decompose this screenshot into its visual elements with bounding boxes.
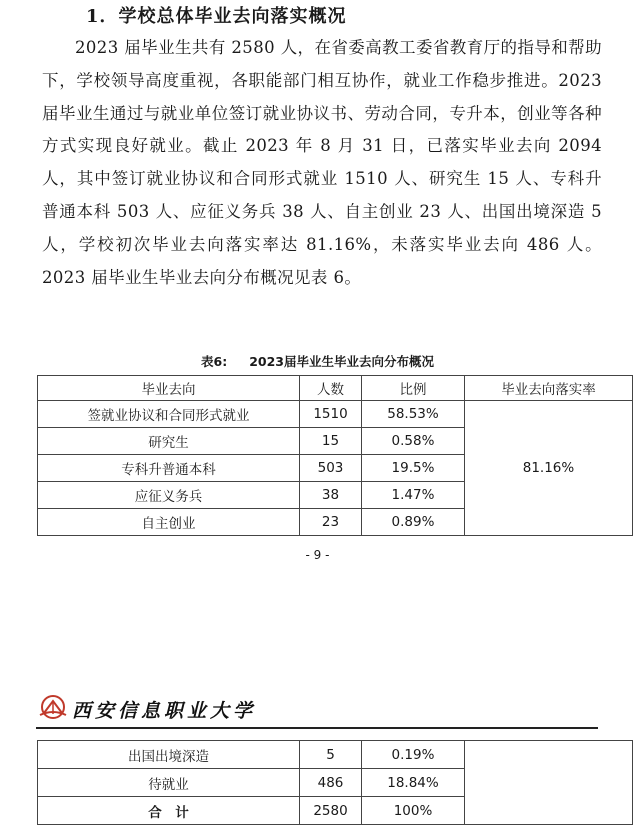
destination-cell: 签就业协议和合同形式就业 bbox=[38, 401, 300, 428]
ratio-cell: 0.89% bbox=[362, 509, 465, 536]
destination-cell: 应征义务兵 bbox=[38, 482, 300, 509]
ratio-cell: 0.19% bbox=[362, 741, 465, 769]
count-cell: 503 bbox=[300, 455, 362, 482]
table-caption bbox=[0, 352, 635, 370]
university-name: 西安信息职业大学 bbox=[72, 699, 257, 722]
page-number: - 9 - bbox=[305, 548, 330, 562]
count-cell: 15 bbox=[300, 428, 362, 455]
table-row bbox=[38, 741, 633, 769]
table-caption-title: 2023届毕业生毕业去向分布概况 bbox=[249, 354, 434, 369]
count-cell: 23 bbox=[300, 509, 362, 536]
header-divider bbox=[36, 727, 598, 729]
graduate-destination-table-continued bbox=[37, 740, 633, 825]
summary-paragraph: 2023 届毕业生共有 2580 人，在省委高教工委省教育厅的指导和帮助下，学校领导高度重视，各职能部门相互协作，就业工作稳步推进。2023 届毕业生通过与就业单位签订就业协议书、劳动合同，专升本，创业等各种方式实现良好就业。截止 2023 年 8 月 31 日，已落实毕业去向 2094 人，其中签订就业协议和合同形式就业 1510 人、研究生 15 人、专科升普通本科 503 人、应征义务兵 38 人、自主创业 23 人、出国出境深造 5 人，学校初次毕业去向落实率达 81.16%，未落实毕业去向 486 人。2023 届毕业生毕业去向分布概况见表 6。 bbox=[42, 38, 602, 287]
count-cell: 5 bbox=[300, 741, 362, 769]
destination-cell: 待就业 bbox=[38, 769, 300, 797]
header-ratio: 比例 bbox=[362, 376, 465, 401]
placement-rate-cell: 81.16% bbox=[465, 401, 633, 536]
count-cell: 486 bbox=[300, 769, 362, 797]
university-emblem-icon bbox=[38, 692, 68, 726]
count-cell: 1510 bbox=[300, 401, 362, 428]
total-ratio-cell: 100% bbox=[362, 797, 465, 825]
ratio-cell: 0.58% bbox=[362, 428, 465, 455]
ratio-cell: 19.5% bbox=[362, 455, 465, 482]
total-count-cell: 2580 bbox=[300, 797, 362, 825]
ratio-cell: 18.84% bbox=[362, 769, 465, 797]
ratio-cell: 58.53% bbox=[362, 401, 465, 428]
section-heading: 1．学校总体毕业去向落实概况 bbox=[86, 6, 347, 27]
placement-rate-empty-cell bbox=[465, 741, 633, 825]
destination-cell: 出国出境深造 bbox=[38, 741, 300, 769]
ratio-cell: 1.47% bbox=[362, 482, 465, 509]
table-header-row bbox=[38, 376, 633, 401]
destination-cell: 研究生 bbox=[38, 428, 300, 455]
university-header-logo bbox=[38, 693, 256, 725]
table-row bbox=[38, 401, 633, 428]
graduate-destination-table bbox=[37, 375, 633, 536]
table-caption-number: 表6: bbox=[201, 354, 228, 369]
header-destination: 毕业去向 bbox=[38, 376, 300, 401]
header-placement-rate: 毕业去向落实率 bbox=[465, 376, 633, 401]
header-count: 人数 bbox=[300, 376, 362, 401]
destination-cell: 专科升普通本科 bbox=[38, 455, 300, 482]
destination-cell: 自主创业 bbox=[38, 509, 300, 536]
count-cell: 38 bbox=[300, 482, 362, 509]
total-label-cell: 合 计 bbox=[38, 797, 300, 825]
